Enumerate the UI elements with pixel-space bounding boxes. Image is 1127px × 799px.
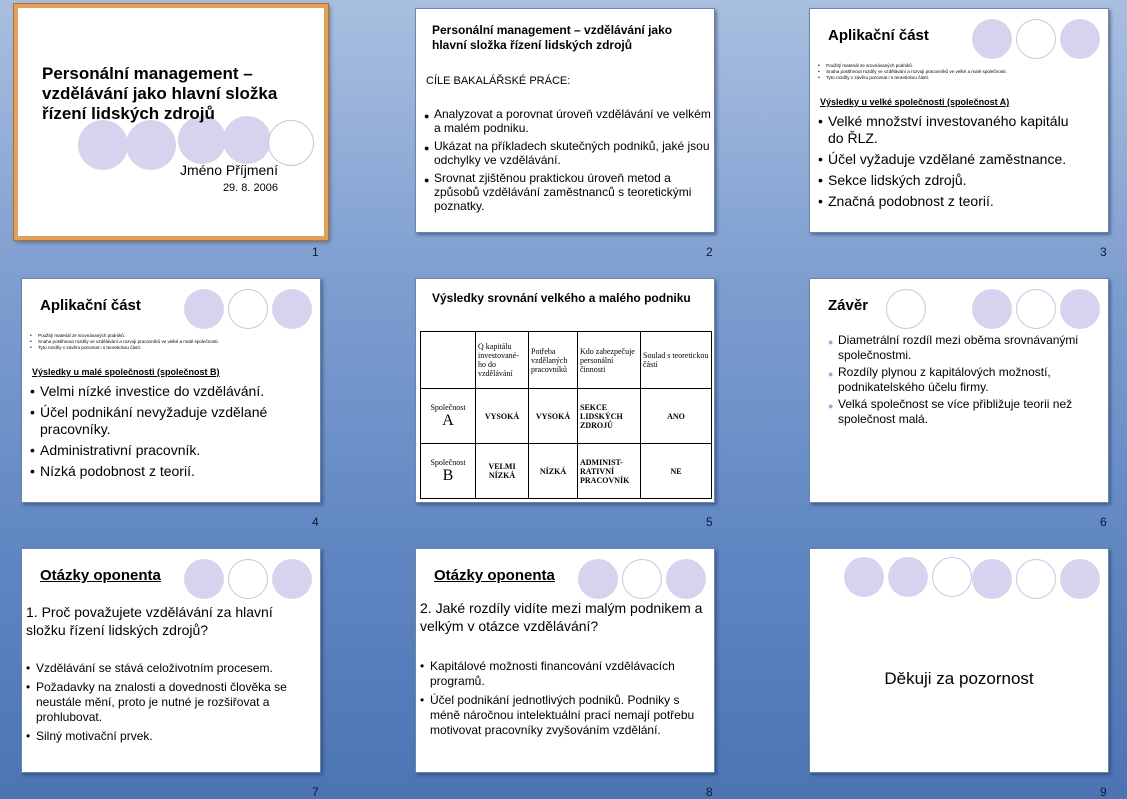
slide-title: Aplikační část xyxy=(40,297,141,314)
bullet-list xyxy=(30,383,300,480)
slide-title: Otázky oponenta xyxy=(434,567,555,584)
list-item: • Tyto rozdíly v závěru porovnat i s teoretickou částí. xyxy=(30,345,310,351)
list-item: • Administrativní pracovník. xyxy=(30,442,300,459)
decorative-circle xyxy=(272,289,312,329)
note-list xyxy=(30,333,310,351)
decorative-circle xyxy=(184,559,224,599)
slide-thumbnail-9[interactable] xyxy=(809,548,1109,773)
decorative-circle xyxy=(272,559,312,599)
decorative-circle xyxy=(972,559,1012,599)
slide-title: Otázky oponenta xyxy=(40,567,161,584)
decorative-circle xyxy=(972,19,1012,59)
slide-number: 4 xyxy=(312,515,319,529)
table-cell: SEKCE LIDSKÝCH ZDROJŮ xyxy=(578,389,641,444)
slide-title: Personální management – vzdělávání jako hlavní složka řízení lidských zdrojů xyxy=(432,23,673,52)
table-header-cell: Kdo zabezpečuje personální činnosti xyxy=(578,332,641,389)
list-item: • Kapitálové možnosti financování vzdělávacích programů. xyxy=(420,659,708,689)
slide-date: 29. 8. 2006 xyxy=(222,182,278,194)
table-header-cell: Q kapitálu investované-ho do vzdělávání xyxy=(476,332,529,389)
table-cell: ADMINIST-RATIVNÍ PRACOVNÍK xyxy=(578,444,641,499)
decorative-circle xyxy=(1016,19,1056,59)
table-cell: ANO xyxy=(641,389,712,444)
slide-number: 7 xyxy=(312,785,319,799)
table-header-cell: Soulad s teoretickou částí xyxy=(641,332,712,389)
slide-number: 1 xyxy=(312,245,319,259)
slide-number: 5 xyxy=(706,515,713,529)
slide-title: Výsledky srovnání velkého a malého podniku xyxy=(432,291,691,305)
decorative-circle xyxy=(886,289,926,329)
list-item: • Požadavky na znalosti a dovednosti člověka se neustále mění, proto je nutné je rozšiřovat a prohlubovat. xyxy=(26,680,314,725)
table-header-cell xyxy=(421,332,476,389)
table-header-cell: Potřeba vzdělaných pracovníků xyxy=(529,332,578,389)
decorative-circle xyxy=(184,289,224,329)
list-item: • Účel podnikání nevyžaduje vzdělané pracovníky. xyxy=(30,404,300,438)
slide-title: Závěr xyxy=(828,297,869,314)
slide-thumbnail-4[interactable] xyxy=(21,278,321,503)
slide-number: 2 xyxy=(706,245,713,259)
slide-author: Jméno Příjmení xyxy=(179,162,278,178)
bullet-list xyxy=(828,333,1100,427)
bullet-list xyxy=(424,107,714,213)
decorative-circle xyxy=(932,557,972,597)
slide-thumbnail-3[interactable] xyxy=(809,8,1109,233)
slide-title: Aplikační část xyxy=(828,27,929,44)
question-text: 1. Proč považujete vzdělávání za hlavní složku řízení lidských zdrojů? xyxy=(26,604,273,638)
question-text: 2. Jaké rozdíly vidíte mezi malým podnikem a velkým v otázce vzdělávání? xyxy=(420,600,703,634)
list-item: ● Diametrální rozdíl mezi oběma srovnávanými společnostmi. xyxy=(828,333,1100,363)
table-cell: VYSOKÁ xyxy=(476,389,529,444)
decorative-circle xyxy=(1060,559,1100,599)
slide-thumbnail-5[interactable] xyxy=(415,278,715,503)
slide-thumbnail-8[interactable] xyxy=(415,548,715,773)
list-item: • Snaha postihnout rozdíly ve vzdělávání a rozvoji pracovníků ve velké a malé společnosti. xyxy=(818,69,1098,75)
decorative-circle xyxy=(228,559,268,599)
table-cell: NÍZKÁ xyxy=(529,444,578,499)
table-cell: NE xyxy=(641,444,712,499)
decorative-circle xyxy=(1060,19,1100,59)
slide-thumbnail-6[interactable] xyxy=(809,278,1109,503)
row-label-text: Společnost xyxy=(430,457,466,467)
list-item: ● Ukázat na příkladech skutečných podniků, jaké jsou odchylky ve vzdělávání. xyxy=(424,139,714,167)
decorative-circle xyxy=(78,120,128,170)
decorative-circle xyxy=(666,559,706,599)
bullet-list xyxy=(818,113,1078,210)
row-label xyxy=(421,389,476,444)
closing-text: Děkuji za pozornost xyxy=(884,669,1034,688)
row-letter: B xyxy=(442,466,454,484)
slide-number: 3 xyxy=(1100,245,1107,259)
list-item: ● Srovnat zjištěnou praktickou úroveň metod a způsobů vzdělávání zaměstnanců s teoretickými poznatky. xyxy=(424,171,714,213)
list-item: • Velmi nízké investice do vzdělávání. xyxy=(30,383,300,400)
table-header-row xyxy=(421,332,712,389)
decorative-circle xyxy=(228,289,268,329)
decorative-circle xyxy=(1016,289,1056,329)
slide-thumbnail-7[interactable] xyxy=(21,548,321,773)
list-item: • Nízká podobnost z teorií. xyxy=(30,463,300,480)
comparison-table xyxy=(420,331,712,499)
list-item: • Tyto rozdíly v závěru porovnat i s teoretickou částí. xyxy=(818,75,1098,81)
list-item: • Značná podobnost z teorií. xyxy=(818,193,1078,210)
note-list xyxy=(818,63,1098,81)
decorative-circle xyxy=(844,557,884,597)
slide-thumbnail-2[interactable] xyxy=(415,8,715,233)
list-item: • Účel vyžaduje vzdělané zaměstnance. xyxy=(818,151,1078,168)
decorative-circle xyxy=(268,120,314,166)
list-item: ● Rozdíly plynou z kapitálových možností, podnikatelského účelu firmy. xyxy=(828,365,1100,395)
slide-number: 9 xyxy=(1100,785,1107,799)
slide-title: Personální management – vzdělávání jako hlavní složka řízení lidských zdrojů xyxy=(42,64,278,123)
decorative-circle xyxy=(1060,289,1100,329)
decorative-circle xyxy=(578,559,618,599)
section-heading: Výsledky u malé společnosti (společnost B) xyxy=(32,367,220,377)
list-item: ● Analyzovat a porovnat úroveň vzdělávání ve velkém a malém podniku. xyxy=(424,107,714,135)
list-item: • Velké množství investovaného kapitálu do ŘLZ. xyxy=(818,113,1078,147)
section-heading: Výsledky u velké společnosti (společnost A) xyxy=(820,97,1010,107)
list-item: • Použitý materiál ze srovnávaných podniků. xyxy=(818,63,1098,69)
table-row xyxy=(421,389,712,444)
list-item: • Použitý materiál ze srovnávaných podniků. xyxy=(30,333,310,339)
bullet-list xyxy=(420,659,708,738)
slide-number: 8 xyxy=(706,785,713,799)
list-item: • Vzdělávání se stává celoživotním procesem. xyxy=(26,661,314,676)
table-row xyxy=(421,444,712,499)
list-item: • Účel podnikání jednotlivých podniků. Podniky s méně náročnou intelektuální prací nemají potřebu motivovat pracovníky zvyšováním vzdělání. xyxy=(420,693,708,738)
slide-thumbnail-1[interactable] xyxy=(14,4,328,240)
list-item: • Silný motivační prvek. xyxy=(26,729,314,744)
bullet-list xyxy=(26,661,314,744)
decorative-circle xyxy=(888,557,928,597)
table-cell: VYSOKÁ xyxy=(529,389,578,444)
row-label-text: Společnost xyxy=(430,402,466,412)
slide-subtitle: CÍLE BAKALÁŘSKÉ PRÁCE: xyxy=(426,75,571,87)
decorative-circle xyxy=(972,289,1012,329)
decorative-circle xyxy=(622,559,662,599)
list-item: • Snaha postihnout rozdíly ve vzdělávání a rozvoji pracovníků ve velké a malé společnosti. xyxy=(30,339,310,345)
row-label xyxy=(421,444,476,499)
table-cell: VELMI NÍZKÁ xyxy=(476,444,529,499)
decorative-circle xyxy=(1016,559,1056,599)
row-letter: A xyxy=(442,411,454,429)
list-item: • Sekce lidských zdrojů. xyxy=(818,172,1078,189)
list-item: ● Velká společnost se více přibližuje teorii než společnost malá. xyxy=(828,397,1100,427)
slide-number: 6 xyxy=(1100,515,1107,529)
